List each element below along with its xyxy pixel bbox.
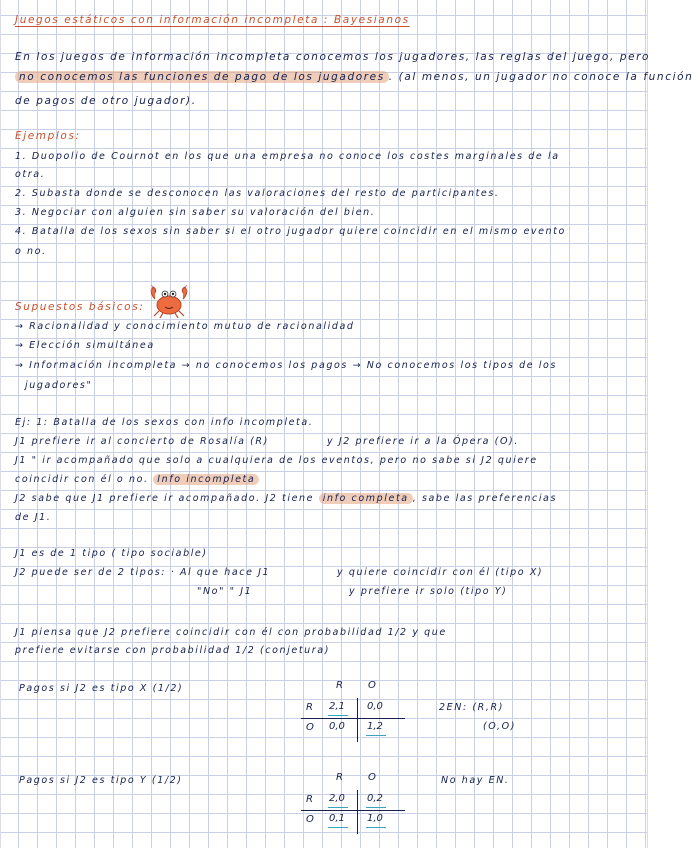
payoff2-col-r: R [336,772,343,783]
crab-icon [147,281,191,319]
payoff2-underline-oo [366,827,386,828]
payoff2-cell-oo: 1,0 [367,813,383,824]
type-j2-a: J2 puede ser de 2 tipos: · Al que hace J1 [15,567,271,578]
prob-line-1: J1 piensa que J2 prefiere coincidir con él con probabilidad 1/2 y que [15,627,447,638]
intro-line-2 [15,72,693,83]
ex1-highlight-incomplete: Info incompleta [153,474,259,485]
payoff2-divider-v [357,790,358,834]
example-2: 2. Subasta donde se desconocen las valoraciones del resto de participantes. [15,188,500,199]
intro-line-3: de pagos de otro jugador). [15,95,197,107]
ex1-line-2a: J1 prefiere ir al concierto de Rosalía (R) [15,436,269,447]
payoff2-equilibria: No hay EN. [441,775,510,786]
payoff2-underline-ro [366,807,386,808]
payoff1-col-r: R [336,680,343,691]
ex1-heading: Ej: 1: Batalla de los sexos con info incompleta. [15,417,314,428]
payoff1-divider-h [301,718,405,719]
payoff1-row-r: R [306,702,313,713]
payoff2-cell-rr: 2,0 [329,793,345,804]
payoff1-equilibria: 2EN: (R,R) [439,702,505,713]
ex1-line-4 [15,475,259,485]
payoff2-label: Pagos si J2 es tipo Y (1/2) [19,775,183,786]
payoff2-cell-or: 0,1 [329,813,345,824]
payoff1-cell-oo: 1,2 [367,721,383,732]
examples-heading: Ejemplos: [15,130,81,142]
payoff1-equilibria-2: (O,O) [483,721,517,732]
payoff2-underline-rr [328,807,348,808]
type-j2-b: y quiere coincidir con él (tipo X) [337,567,544,578]
payoff2-cell-ro: 0,2 [367,793,383,804]
payoff2-col-o: O [368,772,376,783]
type-j2-c: "No" " J1 [197,586,253,597]
intro-line-2-rest: . (al menos, un jugador no conoce la función [388,71,693,83]
payoff2-row-r: R [306,794,313,805]
payoff2-divider-h [301,810,405,811]
type-j2-d: y prefiere ir solo (tipo Y) [349,586,508,597]
type-j1: J1 es de 1 tipo ( tipo sociable) [15,548,208,559]
intro-highlight: no conocemos las funciones de pago de los jugadores [15,71,389,83]
ex1-line-5a: J2 sabe que J1 prefiere ir acompañado. J2 tiene [15,493,319,504]
example-1-cont: otra. [15,169,46,180]
example-4: 4. Batalla de los sexos sin saber si el otro jugador quiere coincidir en el mismo evento [15,226,566,237]
ex1-line-2b: y J2 prefiere ir a la Ópera (O). [327,436,519,447]
payoff1-label: Pagos si J2 es tipo X (1/2) [19,683,184,694]
ex1-line-5 [15,494,557,504]
payoff2-underline-or [328,827,348,828]
prob-line-2: prefiere evitarse con probabilidad 1/2 (conjetura) [15,645,331,656]
payoff2-row-o: O [306,814,314,825]
assumption-2: → Elección simultánea [15,340,155,351]
assumption-3-cont: jugadores" [25,380,93,391]
ex1-line-5b: , sabe las preferencias [412,493,558,504]
example-1: 1. Duopolio de Cournot en los que una empresa no conoce los costes marginales de la [15,151,560,162]
payoff1-row-o: O [306,722,314,733]
ex1-line-4a: coincidir con él o no. [15,474,154,485]
intro-line-1: En los juegos de información incompleta conocemos los jugadores, las reglas del juego, pero [15,51,651,63]
assumption-1: → Racionalidad y conocimiento mutuo de racionalidad [15,321,355,332]
payoff1-divider-v [357,698,358,742]
assumptions-heading: Supuestos básicos: [15,301,145,313]
payoff1-underline-rr [328,715,348,716]
payoff1-cell-rr: 2,1 [329,701,345,712]
ex1-highlight-complete: info completa [319,493,413,504]
example-3: 3. Negociar con alguien sin saber su valoración del bien. [15,207,376,218]
payoff1-cell-or: 0,0 [329,721,345,732]
example-4-cont: o no. [15,246,47,257]
payoff1-col-o: O [368,680,376,691]
ex1-line-3: J1 " ir acompañado que solo a cualquiera de los eventos, pero no sabe si J2 quiere [15,455,538,466]
payoff1-cell-ro: 0,0 [367,701,383,712]
ex1-line-6: de J1. [15,512,52,523]
assumption-3: → Información incompleta → no conocemos los pagos → No conocemos los tipos de los [15,360,557,371]
payoff1-underline-oo [366,735,386,736]
page-title: Juegos estáticos con información incompleta : Bayesianos [15,14,410,26]
